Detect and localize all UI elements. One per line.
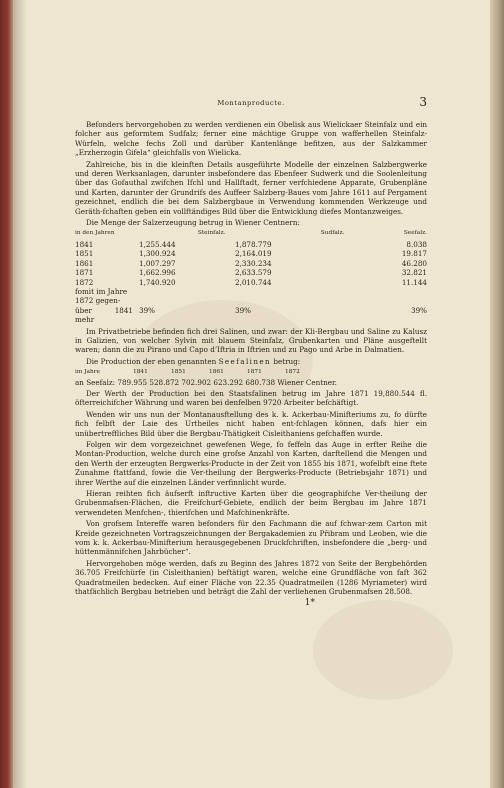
table-header-cell: Sudfalz. — [320, 230, 345, 237]
running-head-title: Montanproducte. — [217, 99, 285, 107]
table-cell: 1851 — [75, 249, 94, 259]
paragraph: Hervorgehoben möge werden, dafs zu Beginn des Jahres 1872 von Seite der Bergbehörden 36.705 Freifchürfe (in Cisleithanien) beftätigt waren, welche eine Grundfläche von faft 362 Quadratmeilen bedecken. Auf einer Fläche von 22.35 Quadratmeilen (1286 Myriameter) wird thatfächlich Bergbau betrieben und beträgt die Zahl der verliehenen Grubenmafsen 28.508. — [75, 558, 427, 597]
table-header-cell: Seefalz. — [403, 230, 427, 237]
salt-table-note: 1872 gegen- — [75, 296, 121, 306]
salt-table-header — [75, 229, 427, 238]
production-intro-emphasis: Seefalinen — [218, 356, 272, 366]
table-cell: 1,740.920 — [139, 277, 176, 287]
table-cell: 1872 — [75, 277, 94, 287]
production-intro-text: Die Production der eben genannten — [86, 356, 219, 366]
salt-table-row — [75, 278, 427, 287]
table-cell: 19.817 — [401, 249, 427, 259]
table-cell: 46.280 — [401, 258, 427, 268]
table-cell: 32.821 — [401, 268, 427, 278]
year-cell: 1872 — [285, 369, 300, 376]
salt-table-increase-row — [75, 306, 427, 325]
table-cell: 39% — [235, 305, 251, 315]
table-cell: 1861 — [75, 258, 94, 268]
table-cell: 11.144 — [401, 277, 427, 287]
page-text-block — [75, 96, 427, 776]
table-cell: 39% — [411, 305, 427, 315]
table-cell: 2,010.744 — [235, 277, 272, 287]
table-cell: 1,007.297 — [139, 258, 176, 268]
table-header-cell: Steinfalz. — [197, 230, 226, 237]
book-binding-edge — [0, 0, 13, 788]
table-cell: 8.038 — [406, 239, 427, 249]
year-cell: 1861 — [209, 369, 224, 376]
production-values-row: an Seefalz: 789.955 528.872 702.902 623.292 680.738 Wiener Centner. — [75, 377, 337, 387]
salt-table-row — [75, 249, 427, 258]
production-intro — [75, 357, 427, 366]
paragraph: Zahlreiche, bis in die kleinften Details ausgeführte Modelle der einzelnen Salzbergwerke und deren Werksanlagen, darunter insbefondere das Ebenfeer Sudwerk und die Soolenleitung über das Gofauthal zwifchen Ifchl und Hallftadt, ferner verfchiedene Apparate, Grubenpläne und Karten, darunter der Grundrifs des Auffeer Salzberg-Baues vom Jahre 1611 auf Pergament gezeichnet, endlich die bei dem Salzbergbaue in Verwendung kommenden Werkzeuge und Geräth-fchaften geben ein vollftändiges Bild über die Entwicklung diefes Montanzweiges. — [75, 159, 427, 216]
book-page — [13, 0, 490, 788]
salt-table-note: fomit im Jahre — [75, 286, 128, 296]
paragraph: Der Werth der Production bei den Staatsfalinen betrug im Jahre 1871 19,880.544 fl. öfterreichifcher Währung und waren bei denfelben 9720 Arbeiter befchäftigt. — [75, 388, 427, 408]
signature-mark: 1* — [304, 597, 315, 608]
table-cell: 1,662.996 — [139, 268, 176, 278]
page-number: 3 — [419, 96, 427, 109]
salt-table-row — [75, 259, 427, 268]
table-cell: 2,164.019 — [235, 249, 272, 259]
year-cell: 1871 — [247, 369, 262, 376]
paragraph: Von grofsem Intereffe waren befonders für den Fachmann die auf fchwar-zem Carton mit Kreide gezeichneten Vortragszeichnungen der Bergakademien zu Přibram und Leoben, wie die vom k. k. Ackerbau-Minifterium herausgegebenen Druckfchriften, insbefondere die „berg- und hüttenmännifchen Jahrbücher“. — [75, 519, 427, 557]
table-cell: 2,633.579 — [235, 268, 272, 278]
salt-table-row — [75, 240, 427, 249]
paragraph: Befonders hervorgehoben zu werden verdienen ein Obelisk aus Wielickaer Steinfalz und ein folcher aus geformtem Sudfalz; ferner eine mächtige Gruppe von wafferhellen Steinfalz-Würfeln, welche fechs Zoll und darüber Kantenlänge befitzen, aus der Salzkammer „Erzherzogin Gifela“ gleichfalls von Wielicka. — [75, 120, 427, 158]
paragraph: Folgen wir dem vorgezeichnet gewefenen Wege, fo feffeln das Auge in erfter Reihe die Montan-Production, welche durch eine grofse Anzahl von Karten, darftellend die Mengen und den Werth der erzeugten Bergwerks-Producte in der Zeit von 1855 bis 1871, wofelbft eine ftete Zunahme ftattfand, fowie die Ver-theilung der Bergwerks-Producte (Betriebsjahr 1871) und ihrer Werthe auf die einzelnen Länder verfinnlicht wurde. — [75, 440, 427, 487]
table-cell: 39% — [139, 305, 155, 315]
table-cell: 1871 — [75, 268, 94, 278]
table-cell: 2,330.234 — [235, 258, 272, 268]
table-header-cell: in den Jahren — [75, 230, 115, 237]
production-intro-text: betrug: — [271, 356, 301, 366]
paragraph: Hieran reihten fich äufserft inftructive Karten über die geographifche Ver-theilung der Grubenmafsen-Flächen, die Freifchurf-Gebiete, endlich der beim Bergbau im Jahre 1871 verwendeten Menfchen-, thierifchen und Mafchinenkräfte. — [75, 489, 427, 517]
paragraph: Wenden wir uns nun der Montanausftellung des k. k. Ackerbau-Minifteriums zu, fo dürfte fich felbft der Laie des Urtheiles nicht haben ent-fchlagen können, dafs hier ein unübertreffliches Bild über die Bergbau-Thätigkeit Cisleithaniens gefchaffen wurde. — [75, 409, 427, 438]
table-cell: 1,300.924 — [139, 249, 176, 259]
table-cell: 1,255.444 — [139, 239, 176, 249]
page-right-edge — [490, 0, 504, 788]
table-cell: 1,878.779 — [235, 239, 272, 249]
table-cell: über 1841 mehr — [75, 305, 133, 325]
year-cell: im Jahre — [75, 369, 100, 376]
year-cell: 1841 — [133, 369, 148, 376]
page-fold-shadow — [13, 0, 27, 788]
page-body — [75, 120, 427, 776]
year-cell: 1851 — [171, 369, 186, 376]
salt-table-row — [75, 268, 427, 277]
table-cell: 1841 — [75, 239, 94, 249]
production-years-row — [75, 368, 427, 377]
running-head — [75, 96, 427, 112]
paragraph: Die Menge der Salzerzeugung betrug in Wiener Centnern: — [86, 218, 300, 228]
paragraph: Im Privatbetriebe befinden fich drei Salinen, und zwar: der Kli-Bergbau und Saline zu Kalusz in Galizien, von welcher Sylvin mit blauem Steinfalz, Grubenkarten und Pläne ausgeftellt waren; dann die zu Pirano und Capo d’Iftria in Iftrien und zu Pago und Arbe in Dalmatien. — [75, 326, 427, 355]
